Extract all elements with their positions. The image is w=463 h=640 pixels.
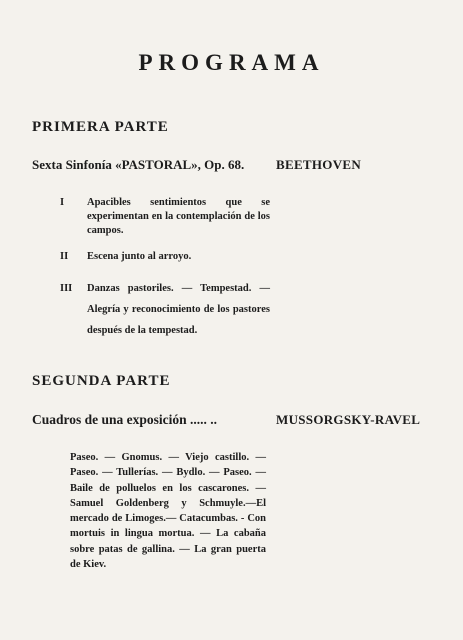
part1-heading: PRIMERA PARTE (32, 119, 169, 135)
part1-work: Sexta Sinfonía «PASTORAL», Op. 68. (32, 157, 245, 172)
movement-1-text: Apacibles sentimientos que se experimentan en la contemplación de los campos. (87, 197, 270, 236)
part2-composer: MUSSORGSKY-RAVEL (276, 412, 421, 427)
movement-3-number: III (60, 283, 73, 294)
part2-heading: SEGUNDA PARTE (32, 373, 171, 389)
movement-1-number: I (60, 197, 65, 208)
part2-work: Cuadros de una exposición ..... .. (32, 412, 218, 427)
part1-composer: BEETHOVEN (276, 157, 362, 172)
movement-3 (60, 278, 270, 341)
movement-2-number: II (60, 251, 69, 262)
movement-1 (60, 196, 270, 238)
pictures-list: Paseo. — Gnomus. — Viejo castillo. — Paseo. — Tullerías. — Bydlo. — Paseo. — Baile de polluelos en los cascarones. — Samuel Goldenberg y Schmuyle.—El mercado de Limoges.— Catacumbas. - Con mortuis in lingua mortua. — La cabaña sobre patas de gallina. — La gran puerta de Kiev. (70, 452, 266, 571)
movement-2 (60, 250, 270, 264)
page-title: PROGRAMA (138, 50, 325, 75)
movement-2-text: Escena junto al arroyo. (87, 251, 192, 262)
movement-3-text: Danzas pastoriles. — Tempestad. — Alegría y reconocimiento de los pastores después de la tempestad. (87, 283, 270, 336)
